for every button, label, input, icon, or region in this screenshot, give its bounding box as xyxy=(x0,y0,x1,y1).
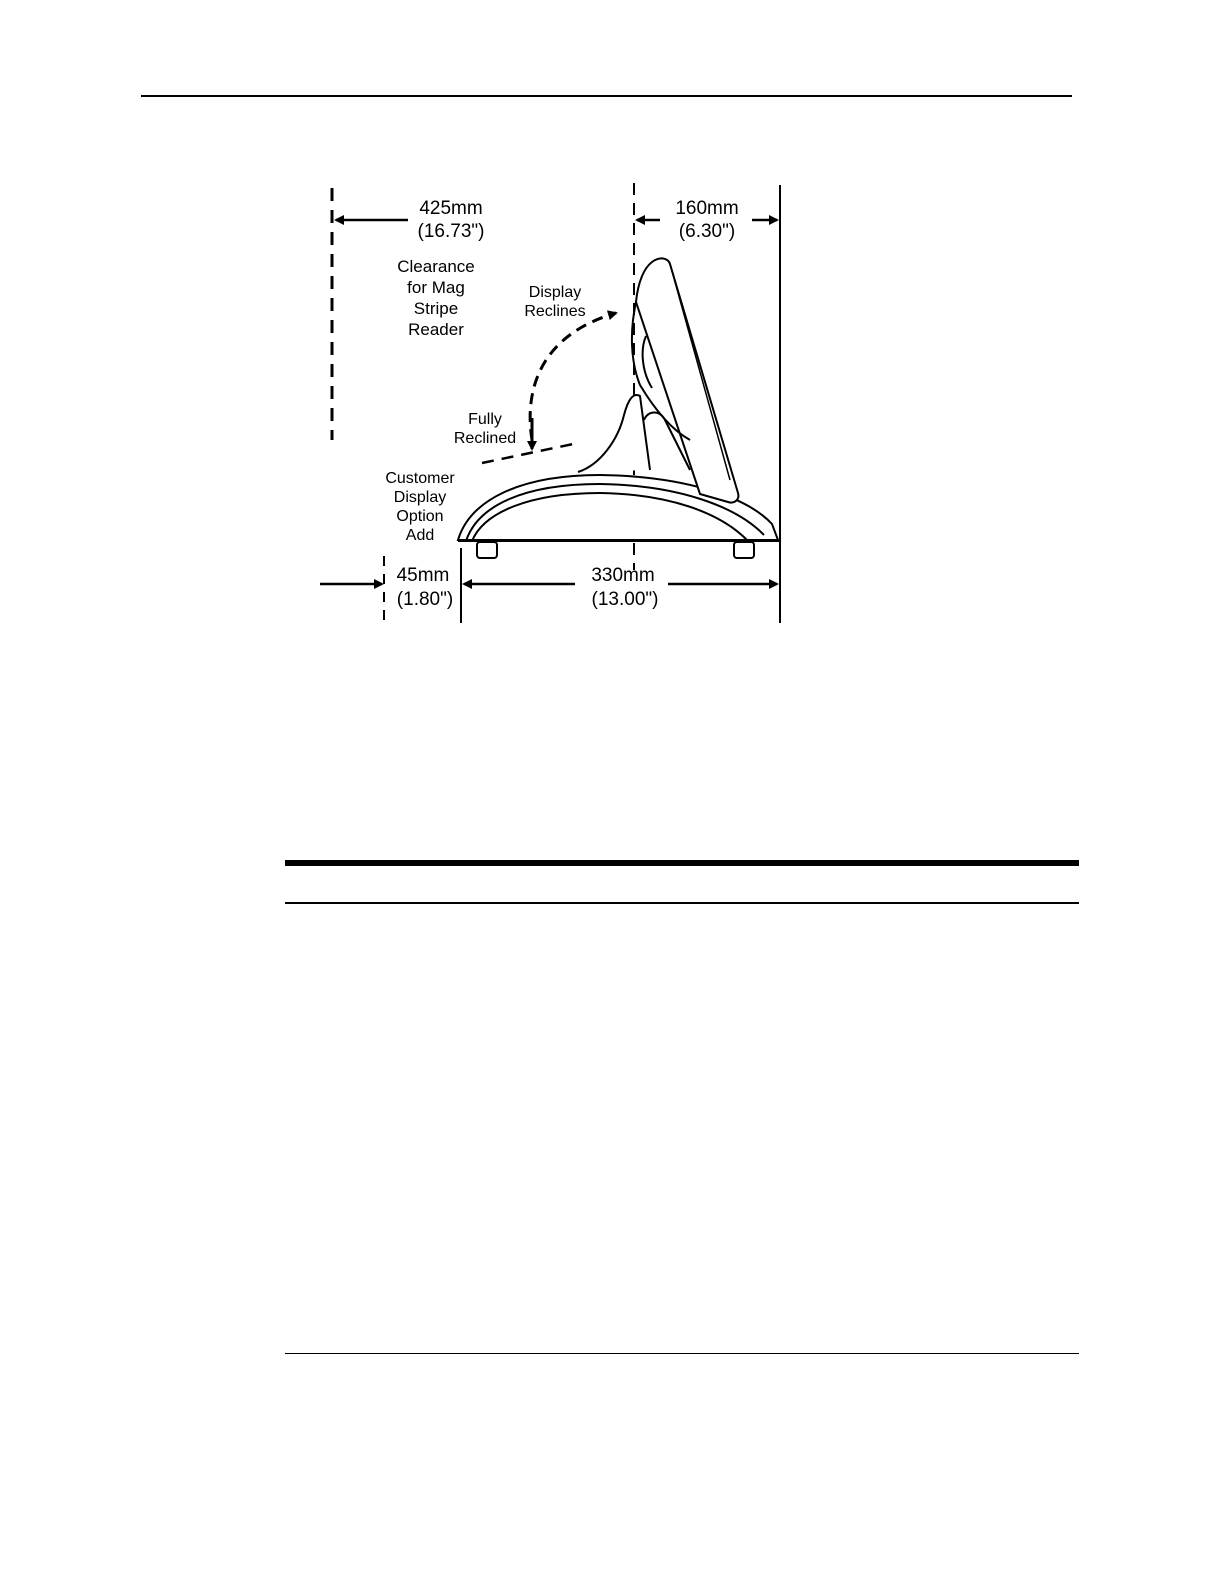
clearance-note-line-2: for Mag xyxy=(407,278,465,297)
customer-display-line-4: Add xyxy=(405,527,435,544)
rear-mm-label: 160mm xyxy=(675,198,739,219)
display-reclines-line-1: Display xyxy=(528,284,582,301)
customer-display-line-2: Display xyxy=(393,489,447,506)
base-mm-label: 330mm xyxy=(591,565,655,586)
clearance-inch-label: (16.73") xyxy=(417,221,485,242)
customer-display-line-3: Option xyxy=(396,508,444,525)
terminal-feet xyxy=(477,542,754,558)
recline-motion-arrow xyxy=(530,313,616,440)
customer-display-line-1: Customer xyxy=(385,470,455,487)
stand-neck xyxy=(578,395,650,472)
clearance-note-line-3: Stripe xyxy=(413,299,459,318)
fully-reclined-line-1: Fully xyxy=(468,411,502,428)
base-inch-label: (13.00") xyxy=(591,589,659,610)
option-mm-label: 45mm xyxy=(396,565,450,586)
option-inch-label: (1.80") xyxy=(396,589,454,610)
rear-inch-label: (6.30") xyxy=(678,221,736,242)
fully-reclined-line-2: Reclined xyxy=(453,430,517,447)
clearance-note-line-4: Reader xyxy=(408,320,464,339)
clearance-note-line-1: Clearance xyxy=(397,257,475,276)
display-reclines-line-2: Reclines xyxy=(524,303,586,320)
clearance-mm-label: 425mm xyxy=(419,198,483,219)
